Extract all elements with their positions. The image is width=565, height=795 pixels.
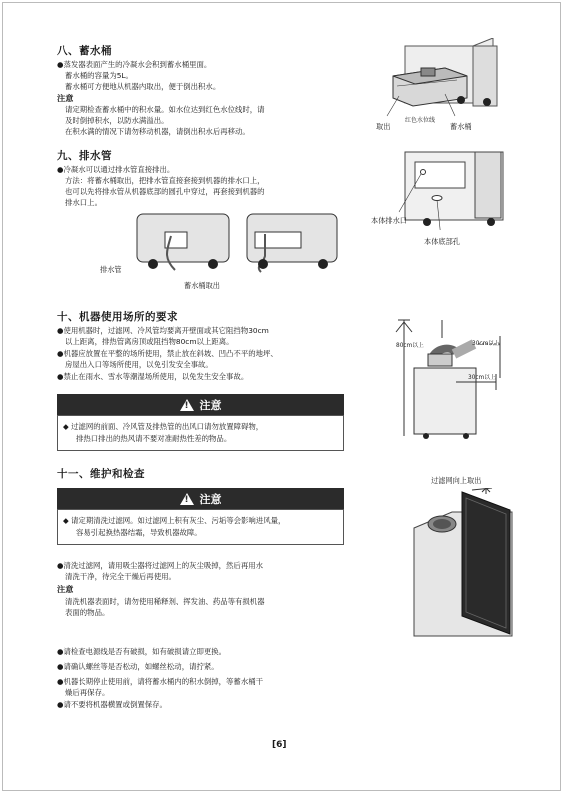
- fig-outlet-label: 本体排水口: [371, 216, 407, 225]
- sec8-line-3: 蓄水桶可方便地从机器内取出，便于倒出积水。: [65, 82, 221, 91]
- sec11-line-2: 清洗干净，待完全干燥后再使用。: [65, 572, 176, 581]
- section-9-title: 九、排水管: [57, 150, 112, 162]
- warn2-line-1: ◆ 请定期清洗过滤网。如过滤网上积有灰尘、污垢等会影响进风量，: [63, 516, 286, 525]
- sec8-note-2: 及时倒掉积水，以防水满溢出。: [65, 116, 169, 125]
- fig-red-line-label: 红色水位线: [405, 117, 436, 124]
- page-number: [6]: [272, 740, 287, 750]
- bucket-figure: [375, 38, 515, 138]
- section-8-title: 八、蓄水桶: [57, 45, 112, 57]
- filter-figure: [412, 488, 514, 638]
- fig-take-out-label: 取出: [376, 122, 391, 131]
- sec8-note-3: 在积水满的情况下请勿移动机器，请倒出积水后再移动。: [65, 127, 250, 136]
- sec9-line-4: 排水口上。: [65, 198, 102, 207]
- warn1-line-1: ◆ 过滤网的前面、冷风管及排热管的出风口请勿放置障碍物，: [63, 422, 264, 431]
- sec11-bullet-3b: 燥后再保存。: [65, 688, 110, 697]
- fig-pipe-label: 排水管: [100, 265, 122, 274]
- warning-bar-2: [57, 488, 344, 509]
- warning-box-2: [57, 509, 344, 545]
- section-10-title: 十、机器使用场所的要求: [57, 311, 178, 323]
- fig-hole-label: 本体底部孔: [424, 237, 460, 246]
- sec11-note-1: 清洗机器表面时，请勿使用稀释剂、挥发油、药品等有损机器: [65, 597, 265, 606]
- sec11-bullet-2: ●请确认螺丝等是否松动，如螺丝松动，请拧紧。: [57, 662, 219, 671]
- sec8-line-2: 蓄水桶的容量为5L。: [65, 71, 133, 80]
- warning-bar-1: [57, 394, 344, 415]
- sec10-line-2: 以上距离，排热管离房顶或阻挡物80cm以上距离。: [65, 337, 234, 346]
- sec10-line-5: ●禁止在雨水、雪水等潮湿场所使用，以免发生安全事故。: [57, 372, 249, 381]
- warning-box-1: [57, 415, 344, 451]
- fig-bucket-out-label: 蓄水桶取出: [184, 281, 220, 290]
- warn2-line-2: 容易引起换热器结霜，导致机器故障。: [76, 528, 202, 537]
- sec10-line-3: ●机器应放置在平整的场所使用，禁止放在斜坡、凹凸不平的地坪、: [57, 349, 278, 358]
- sec11-bullet-3: ●机器长期停止使用前，请将蓄水桶内的积水倒掉，等蓄水桶干: [57, 677, 263, 686]
- fig-clearance-mid: 30cm以上: [468, 375, 496, 381]
- sec9-line-2: 方法：将蓄水桶取出，把排水管直接套接到机器的排水口上，: [65, 176, 265, 185]
- drain-pipe-figure: [135, 212, 340, 274]
- section-11-title: 十一、维护和检查: [57, 468, 145, 480]
- sec8-note-1: 请定期检查蓄水桶中的积水量。如水位达到红色水位线时，请: [65, 105, 265, 114]
- warning-icon: !: [180, 399, 194, 411]
- sec10-line-1: ●使用机器时，过滤网、冷风管均要离开壁面或其它阻挡物30cm: [57, 326, 269, 335]
- sec11-note-2: 表面的物品。: [65, 608, 110, 617]
- sec10-line-4: 房屋出入口等场所使用，以免引发安全事故。: [65, 360, 213, 369]
- fig-clearance-right: 30cm以上: [472, 341, 500, 347]
- sec8-note-title: 注意: [57, 93, 74, 103]
- warning-icon: !: [180, 493, 194, 505]
- fig-clearance-top: 80cm以上: [396, 343, 424, 349]
- warning-title-1: 注意: [199, 398, 222, 412]
- sec11-line-1: ●清洗过滤网，请用吸尘器将过滤网上的灰尘吸掉，然后再用水: [57, 561, 263, 570]
- warn1-line-2: 排热口排出的热风请不要对准耐热性差的物品。: [76, 434, 232, 443]
- sec9-line-3: 也可以先将排水管从机器底部的圆孔中穿过，再套接到机器的: [65, 187, 265, 196]
- fig-filter-label: 过滤网向上取出: [431, 476, 482, 485]
- sec9-line-1: ●冷凝水可以通过排水管直接排出。: [57, 165, 175, 174]
- sec11-note-title: 注意: [57, 584, 74, 594]
- sec11-bullet-1: ●请检查电源线是否有破损，如有破损请立即更换。: [57, 647, 227, 656]
- sec11-bullet-4: ●请不要将机器横置或倒置保存。: [57, 700, 167, 709]
- sec8-line-1: ●蒸发器表面产生的冷凝水会积到蓄水桶里面。: [57, 60, 212, 69]
- warning-title-2: 注意: [199, 492, 222, 506]
- fig-bucket-label: 蓄水桶: [450, 122, 472, 131]
